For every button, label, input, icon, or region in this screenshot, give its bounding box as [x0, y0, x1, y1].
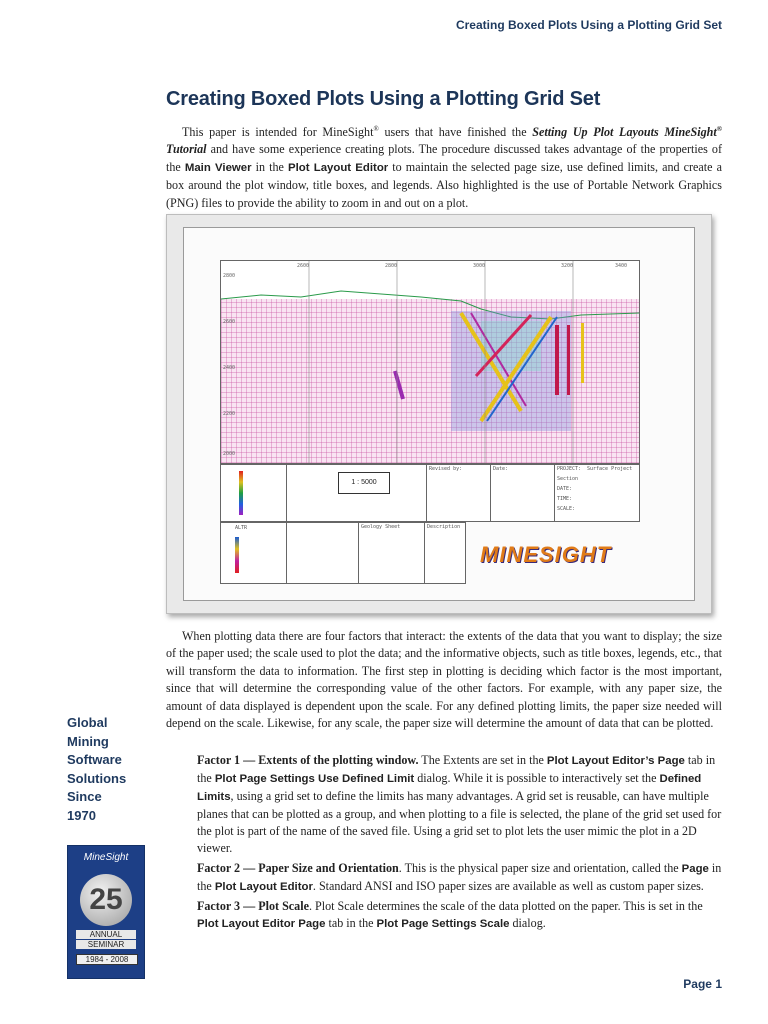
- factor-2-label: Factor 2 — Paper Size and Orientation: [197, 860, 399, 875]
- intro-text-4: in the: [251, 159, 288, 174]
- page-title: Creating Boxed Plots Using a Plotting Grid Set: [166, 88, 601, 110]
- tagline-line: 1970: [67, 807, 96, 823]
- seminar-badge: [67, 845, 145, 979]
- sidebar-tagline: [67, 714, 157, 825]
- factor-1-text-e: dialog. While it is possible to interactively set the: [414, 771, 660, 786]
- altr-legend-panel: [220, 522, 288, 584]
- coord-label: 2600: [297, 263, 310, 269]
- time-label: TIME:: [557, 496, 573, 502]
- tagline-line: Global: [67, 715, 108, 730]
- revised-by-label: Revised by:: [429, 466, 463, 472]
- elevation-label: 2600: [223, 319, 236, 325]
- factor-3-term-b: Plot Layout Editor Page: [197, 917, 326, 930]
- page-number: Page 1: [683, 977, 722, 991]
- intro-text-3: and have some experience creating plots. The procedure discussed takes advantage of the properties of the: [166, 142, 722, 174]
- geology-sheet-panel: [358, 522, 426, 584]
- project-value: Surface Project: [587, 466, 633, 472]
- scale-label: SCALE:: [557, 506, 576, 512]
- badge-brand: MineSight: [83, 852, 129, 863]
- elevation-label: 2200: [223, 411, 236, 417]
- factor-3-text-e: dialog.: [509, 915, 546, 930]
- project-panel: [554, 464, 640, 522]
- factor-2: [197, 860, 723, 896]
- project-label: PROJECT:: [557, 466, 582, 472]
- intro-paragraph: [166, 121, 722, 212]
- altr-stats-panel: [286, 522, 360, 584]
- minesight-logo: MINESIGHT: [480, 542, 612, 567]
- description-panel: [424, 522, 466, 584]
- anniversary-medal-icon: 25: [80, 874, 132, 926]
- intro-text-2: users that have finished the: [378, 125, 533, 140]
- intro-text-5: to maintain the selected page size, use defined limits, and create a box around the plot window, title boxes, and legends. Also highlighted is the use of Portable Network Graphics (PNG) files to provide the ability to zoom in and out on a plot.: [166, 159, 722, 210]
- factor-2-text-e: . Standard ANSI and ISO paper sizes are available as well as custom paper sizes.: [312, 878, 704, 893]
- intro-text-1: This paper is intended for MineSight: [182, 125, 374, 140]
- geology-sheet-label: Geology Sheet: [361, 524, 401, 530]
- tagline-line: Software: [67, 752, 122, 767]
- legend-color-ramp: [239, 471, 243, 515]
- date-panel: [490, 464, 556, 522]
- factor-2-text-c: in the: [197, 860, 722, 893]
- main-viewer-term: Main Viewer: [184, 161, 252, 174]
- section-label: Section: [557, 476, 579, 482]
- coord-label: 2800: [385, 263, 398, 269]
- registered-mark: ®: [373, 125, 379, 133]
- factor-2-text-a: . This is the physical paper size and orientation, called the: [398, 860, 682, 875]
- elevation-label: 2000: [223, 451, 236, 457]
- date-label: Date:: [493, 466, 509, 472]
- drillhole-6: [581, 323, 584, 383]
- plot-sheet: [183, 227, 695, 601]
- coord-label: 3400: [615, 263, 628, 269]
- drillhole-5: [567, 325, 570, 395]
- altr-color-ramp: [235, 537, 239, 573]
- factor-1-term-f: Defined Limits: [197, 773, 702, 804]
- tutorial-title-2: Tutorial: [166, 142, 207, 157]
- coord-label: 3200: [561, 263, 574, 269]
- info-date-label: DATE:: [557, 486, 573, 492]
- factor-2-term-b: Page: [681, 862, 709, 875]
- description-label: Description: [427, 524, 461, 530]
- tutorial-title-1: Setting Up Plot Layouts MineSight: [532, 125, 717, 140]
- factor-3-label: Factor 3 — Plot Scale: [197, 898, 309, 913]
- factor-1-text-g: , using a grid set to define the limits has many advantages. A grid set is reusable, can have multiple planes that can be plotted as a group, and when plotting to a file is selected, the plane of the grid set used for the plot is part of the name of the saved file. Using a grid set to plot lets the user mimic the plot in a 2D viewer.: [197, 789, 722, 856]
- scale-box: 1 : 5000: [338, 472, 390, 494]
- running-header: Creating Boxed Plots Using a Plotting Grid Set: [455, 18, 722, 32]
- factor-2-term-d: Plot Layout Editor: [214, 880, 313, 893]
- drillhole-7: [395, 371, 403, 399]
- revised-by-panel: [426, 464, 492, 522]
- tagline-line: Mining: [67, 733, 109, 749]
- tagline-line: Solutions: [67, 770, 127, 786]
- factor-1-term-b: Plot Layout Editor’s Page: [546, 755, 685, 767]
- section-plot-graphic: [221, 261, 639, 463]
- factor-3-text-a: . Plot Scale determines the scale of the data plotted on the paper. This is set in the: [308, 898, 703, 913]
- badge-years: 1984 - 2008: [76, 954, 138, 965]
- legend-panel-1: [220, 464, 288, 522]
- drillhole-4: [555, 325, 559, 395]
- coord-label: 3000: [473, 263, 486, 269]
- factor-1-term-d: Plot Page Settings Use Defined Limit: [214, 773, 415, 786]
- badge-annual: ANNUAL: [76, 930, 136, 939]
- sky-region: [221, 261, 639, 299]
- factor-1-text-c: tab in the: [197, 753, 716, 786]
- badge-seminar: SEMINAR: [76, 940, 136, 949]
- factor-list: [197, 752, 723, 935]
- tutorial-registered-mark: ®: [716, 125, 722, 133]
- factor-3-term-d: Plot Page Settings Scale: [376, 917, 510, 930]
- factor-3: [197, 898, 723, 933]
- altr-legend-title: ALTR: [235, 525, 248, 531]
- plot-layout-figure: [166, 214, 712, 614]
- factor-3-text-c: tab in the: [325, 915, 377, 930]
- elevation-label: 2800: [223, 273, 236, 279]
- section-plot-area: [220, 260, 640, 464]
- plot-layout-editor-term: Plot Layout Editor: [288, 161, 389, 174]
- body-paragraph-1: When plotting data there are four factors that interact: the extents of the data that you want to display; the size of the paper used; the scale used to plot the data; and the informative objects, such as title boxes, legends, etc., that will transform the data to information. The first step in plotting is deciding which factor is the most important, since that will determine the corresponding value of the other factors. For example, with any paper size, the amount of data displayed is dependent upon the scale. For any defined plotting limits, the paper size needed will depend on the scale. Likewise, for any scale, the paper size will determine the amount of data that can be plotted.: [166, 629, 722, 731]
- tagline-line: Since: [67, 789, 102, 804]
- factor-1-label: Factor 1 — Extents of the plotting window.: [197, 753, 419, 767]
- factor-1: [197, 752, 723, 858]
- elevation-label: 2400: [223, 365, 236, 371]
- factor-1-text-a: The Extents are set in the: [418, 753, 547, 767]
